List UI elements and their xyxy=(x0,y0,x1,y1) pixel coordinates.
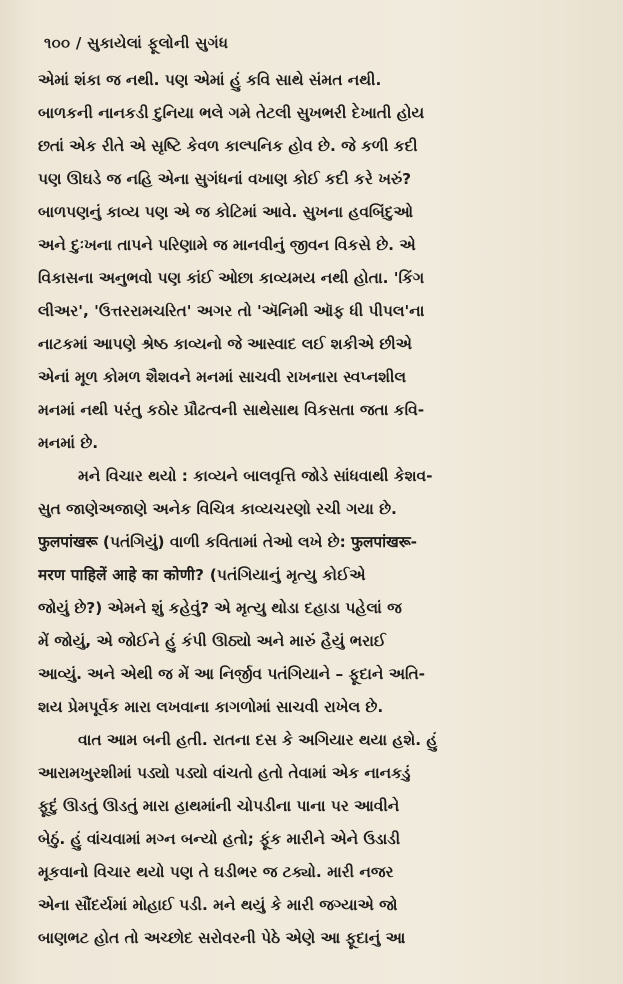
text-line: બાળપણનું કાવ્ય પણ એ જ કોટિમાં આવે. સુખના હવબિંદુઓ xyxy=(38,203,413,221)
text-line: ફૂદું ઊડતું ઊડતું મારા હાથમાંની ચોપડીના પાના પર આવીને xyxy=(38,797,400,815)
text-line: આરામખુરશીમાં પડ્યો પડ્યો વાંચતો હતો તેવામાં એક નાનકડું xyxy=(38,764,411,782)
running-head: ૧૦૦ / સુકાયેલાં ફૂલોની સુગંધ xyxy=(44,34,229,52)
text-line: છતાં એક રીતે એ સૃષ્ટિ કેવળ કાલ્પનિક હોવ છે. જે કળી કદી xyxy=(38,137,418,155)
text-line: બેઠું. હું વાંચવામાં મગ્ન બન્યો હતો; ફૂંક મારીને એને ઉડાડી xyxy=(38,830,401,848)
text-line: મનમાં છે. xyxy=(38,434,99,452)
text-line: બાણભટ હોત તો અચ્છોદ સરોવરની પેઠે એણે આ ફૂદાનું આ xyxy=(38,929,406,947)
text-line: પણ ઊઘડે જ નહિ એના સુગંધનાં વખાણ કોઈ કદી કરે ખરું? xyxy=(38,170,412,188)
text-line: નાટકમાં આપણે શ્રેષ્ઠ કાવ્યનો જે આસ્વાદ લઈ શકીએ છીએ xyxy=(38,335,412,353)
text-line: સુત જાણેઅજાણે અનેક વિચિત્ર કાવ્યચરણો રચી ગયા છે. xyxy=(38,500,397,518)
text-line: મેં જોયું, એ જોઈને હું કંપી ઊઠ્યો અને મારું હૈયું ભરાઈ xyxy=(38,632,386,650)
text-line: બાળકની નાનકડી દુનિયા ભલે ગમે તેટલી સુખભરી દેખાતી હોય xyxy=(38,104,425,122)
paragraph-2 xyxy=(38,460,593,724)
text-line: શય પ્રેમપૂર્વક મારા લખવાના કાગળોમાં સાચવી રાખેલ છે. xyxy=(38,698,384,716)
text-line: मरण पाहिलें आहे का कोणी? (પતંગિયાનું મૃત્યુ કોઈએ xyxy=(38,566,366,584)
text-line: એના સૌંદર્યમાં મોહાઈ પડી. મને થયું કે મારી જગ્યાએ જો xyxy=(38,896,398,914)
text-line: મને વિચાર થયો : કાવ્યને બાલવૃત્તિ જોડે સાંધવાથી કેશવ- xyxy=(78,467,433,485)
text-line: અને દુઃખના તાપને પરિણામે જ માનવીનું જીવન વિકસે છે. એ xyxy=(38,236,416,254)
text-line: આવ્યું. અને એથી જ મેં આ નિર્જીવ પતંગિયાને – ફૂદાને અતિ- xyxy=(38,665,426,683)
text-line: મૂકવાનો વિચાર થયો પણ તે ઘડીભર જ ટક્યો. મારી નજર xyxy=(38,863,394,881)
paragraph-3 xyxy=(38,724,593,955)
text-line: વાત આમ બની હતી. રાતના દસ કે અગિયાર થયા હશે. હું xyxy=(78,731,438,749)
text-line: વિકાસના અનુભવો પણ કાંઈ ઓછા કાવ્યમય નથી હોતા. 'કિંગ xyxy=(38,269,425,287)
text-line: જોયું છે?) એમને શું કહેવું? એ મૃત્યુ થોડા દહાડા પહેલાં જ xyxy=(38,599,402,617)
text-line: લીઅર', 'ઉત્તરરામચરિત' અગર તો 'ઍનિમી ઑફ ધી પીપલ'ના xyxy=(38,302,425,320)
text-line: એમાં શંકા જ નથી. પણ એમાં હું કવિ સાથે સંમત નથી. xyxy=(38,71,382,89)
text-line: મનમાં નથી પરંતુ કઠોર પ્રૌઢત્વની સાથેસાથ વિકસતા જતા કવિ- xyxy=(38,401,425,419)
text-line: फुलपांखरू (પતંગિયું) વાળી કવિતામાં તેઓ લખે છે: फुलपांखरू- xyxy=(38,533,418,551)
text-line: એનાં મૂળ કોમળ શૈશવને મનમાં સાચવી રાખનારા સ્વપ્નશીલ xyxy=(38,368,407,386)
paragraph-1 xyxy=(38,64,593,460)
